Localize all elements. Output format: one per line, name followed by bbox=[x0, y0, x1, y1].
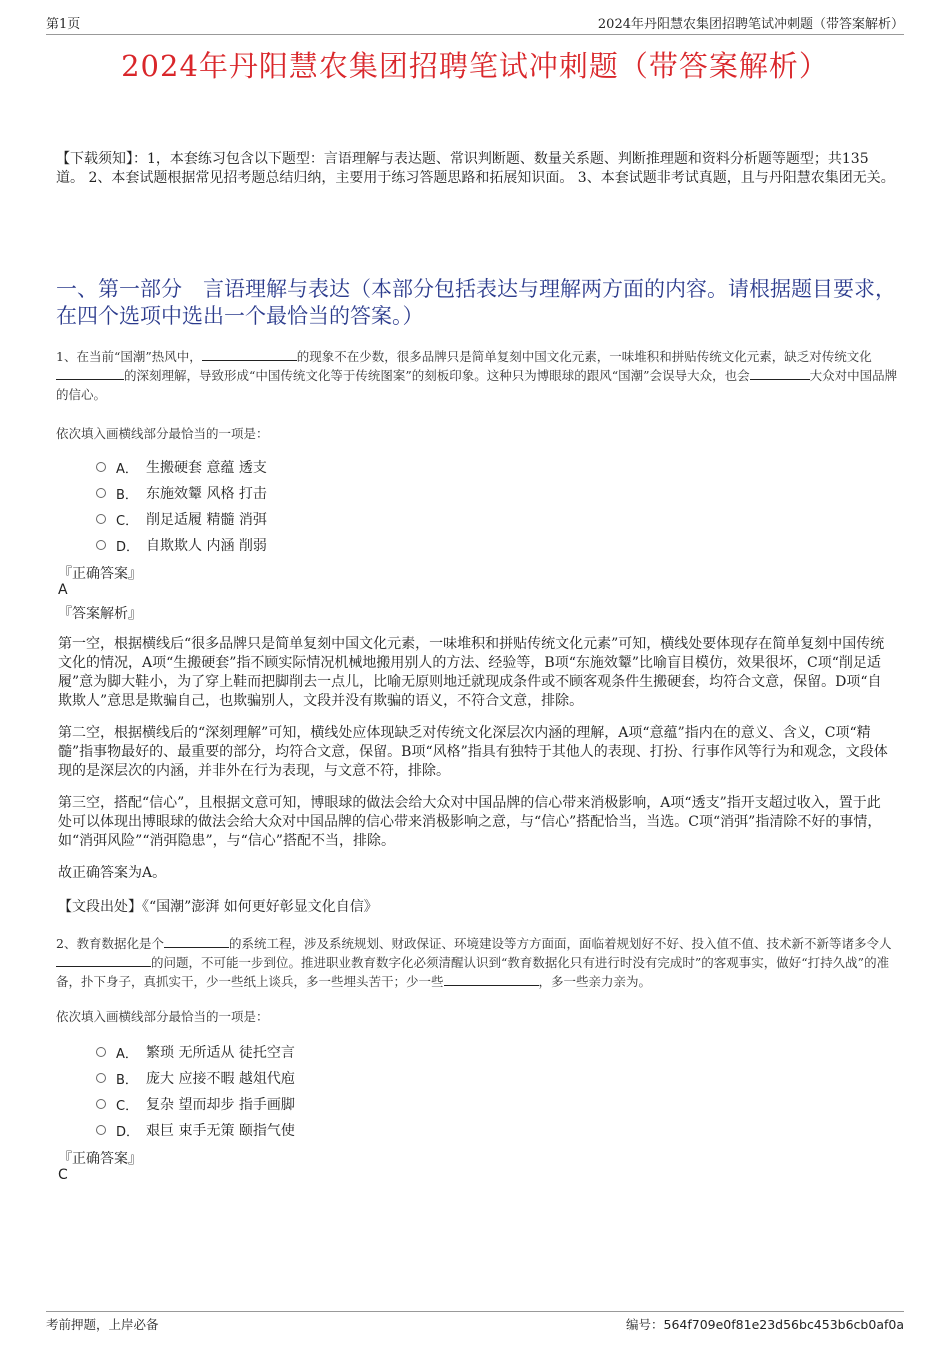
blank bbox=[202, 348, 297, 361]
footer-slogan: 考前押题，上岸必备 bbox=[46, 1317, 159, 1332]
radio-icon[interactable] bbox=[96, 1125, 106, 1135]
download-notice: 【下载须知】：1，本套练习包含以下题型：言语理解与表达题、常识判断题、数量关系题、判断推理题和资料分析题等题型；共135道。 2、本套试题根据常见招考题总结归纳，主要用于练习答题思路和拓展知识面。 3、本套试题非考试真题，且与丹阳慧农集团无关。 bbox=[56, 151, 895, 186]
analysis-conclusion: 故正确答案为A。 bbox=[58, 865, 167, 881]
page-header bbox=[46, 14, 904, 35]
header-title: 2024年丹阳慧农集团招聘笔试冲刺题（带答案解析） bbox=[597, 17, 904, 32]
radio-icon[interactable] bbox=[96, 488, 106, 498]
radio-icon[interactable] bbox=[96, 514, 106, 524]
document-code: 编号：564f709e0f81e23d56bc453b6cb0af0a bbox=[625, 1317, 904, 1332]
radio-icon[interactable] bbox=[96, 462, 106, 472]
q1-option-d[interactable]: D． 自欺欺人 内涵 削弱 bbox=[96, 535, 267, 555]
radio-icon[interactable] bbox=[96, 1047, 106, 1057]
question-1-stem: 1、在当前“国潮”热风中， 的现象不在少数，很多品牌只是简单复刻中国文化元素，一味堆积和拼贴传统文化元素，缺乏对传统文化的深刻理解，导致形成“中国传统文化等于传统图案”的刻板印象。这种只为博眼球的跟风“国潮”会误导大众，也会 大众对中国品牌的信心。 bbox=[56, 349, 898, 402]
page-footer bbox=[46, 1311, 904, 1333]
answer-label: 『正确答案』 bbox=[58, 566, 142, 582]
blank bbox=[750, 367, 810, 380]
q2-option-a[interactable]: A． 繁琐 无所适从 徒托空言 bbox=[96, 1042, 295, 1062]
correct-answer: C bbox=[58, 1167, 68, 1183]
q2-option-d[interactable]: D． 艰巨 束手无策 颐指气使 bbox=[96, 1120, 295, 1140]
blank bbox=[56, 954, 151, 967]
analysis-label: 『答案解析』 bbox=[58, 606, 142, 622]
source-citation: 【文段出处】《“国潮”澎湃 如何更好彰显文化自信》 bbox=[58, 899, 378, 915]
q1-option-c[interactable]: C． 削足适履 精髓 消弭 bbox=[96, 509, 267, 529]
question-1-prompt: 依次填入画横线部分最恰当的一项是： bbox=[56, 426, 269, 441]
q1-option-b[interactable]: B． 东施效颦 风格 打击 bbox=[96, 483, 267, 503]
q2-option-c[interactable]: C． 复杂 望而却步 指手画脚 bbox=[96, 1094, 295, 1114]
section-heading: 一、第一部分 言语理解与表达（本部分包括表达与理解两方面的内容。请根据题目要求，在四个选项中选出一个最恰当的答案。） bbox=[56, 277, 896, 328]
page-number: 第1页 bbox=[46, 17, 81, 32]
analysis-paragraph: 第二空，根据横线后的“深刻理解”可知，横线处应体现缺乏对传统文化深层次内涵的理解，A项“意蕴”指内在的意义、含义，C项“精髓”指事物最好的、最重要的部分，均符合文意，保留。B项“风格”指具有独特于其他人的表现、打扮、行事作风等行为和观念，文段体现的是深层次的内涵，并非外在行为表现，与文意不符，排除。 bbox=[58, 725, 888, 779]
document-title: 2024年丹阳慧农集团招聘笔试冲刺题（带答案解析） bbox=[121, 49, 829, 83]
q2-option-b[interactable]: B． 庞大 应接不暇 越俎代庖 bbox=[96, 1068, 295, 1088]
correct-answer: A bbox=[58, 582, 68, 598]
radio-icon[interactable] bbox=[96, 1099, 106, 1109]
q1-option-a[interactable]: A． 生搬硬套 意蕴 透支 bbox=[96, 457, 267, 477]
radio-icon[interactable] bbox=[96, 1073, 106, 1083]
answer-label: 『正确答案』 bbox=[58, 1151, 142, 1167]
analysis-paragraph: 第三空，搭配“信心”，且根据文意可知，博眼球的做法会给大众对中国品牌的信心带来消极影响，A项“透支”指开支超过收入，置于此处可以体现出博眼球的做法会给大众对中国品牌的信心带来消极影响之意，与“信心”搭配恰当，当选。C项“消弭”指清除不好的事情，如“消弭风险”“消弭隐患”，与“信心”搭配不当，排除。 bbox=[58, 795, 882, 849]
blank bbox=[444, 973, 539, 986]
question-2-prompt: 依次填入画横线部分最恰当的一项是： bbox=[56, 1009, 269, 1024]
analysis-paragraph: 第一空，根据横线后“很多品牌只是简单复刻中国文化元素，一味堆积和拼贴传统文化元素”可知，横线处要体现存在简单复刻中国传统文化的情况，A项“生搬硬套”指不顾实际情况机械地搬用别人的方法、经验等，B项“东施效颦”比喻盲目模仿，效果很坏，C项“削足适履”意为脚大鞋小，为了穿上鞋而把脚削去一点儿，比喻无原则地迁就现成条件或不顾客观条件生搬硬套，均符合文意，保留。D项“自欺欺人”意思是欺骗自己，也欺骗别人，文段并没有欺骗的语义，不符合文意，排除。 bbox=[58, 636, 885, 709]
question-2-stem: 2、教育数据化是个 的系统工程，涉及系统规划、财政保证、环境建设等方方面面，面临着规划好不好、投入值不值、技术新不新等诸多令人的问题，不可能一步到位。推进职业教育数字化必须清醒认识到“教育数据化只有进行时没有完成时”的客观事实，做好“打持久战”的准备，扑下身子，真抓实干，少一些纸上谈兵，多一些埋头苦干；少一些 ，多一些亲力亲为。 bbox=[56, 936, 892, 989]
blank bbox=[164, 935, 229, 948]
blank bbox=[56, 367, 124, 380]
radio-icon[interactable] bbox=[96, 540, 106, 550]
